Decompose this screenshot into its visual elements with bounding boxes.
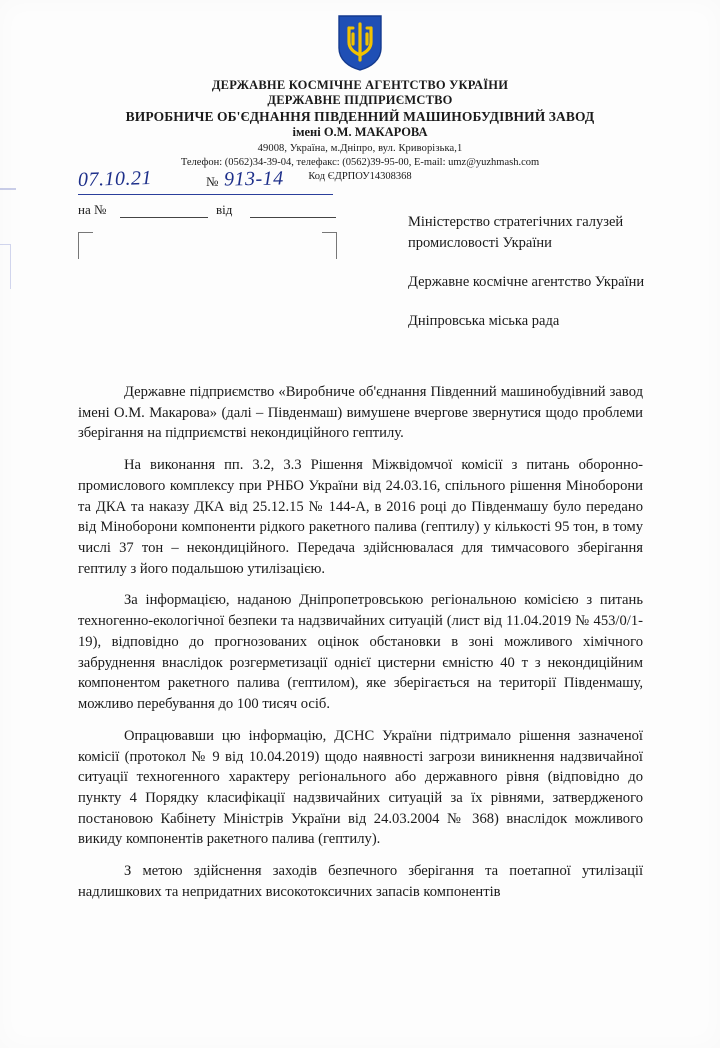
outgoing-number-handwritten: 913-14 [223, 167, 284, 191]
letter-body [78, 382, 643, 903]
letterhead-enterprise-name: ВИРОБНИЧЕ ОБ'ЄДНАННЯ ПІВДЕННИЙ МАШИНОБУДІВНИЙ ЗАВОД [125, 108, 595, 124]
reply-date-line [250, 217, 336, 218]
emblem-container [0, 0, 720, 72]
corner-bracket-left [78, 232, 93, 259]
reference-block [77, 167, 358, 217]
reference-row-outgoing [77, 167, 358, 196]
number-label: № [206, 174, 219, 189]
reference-underline [78, 194, 333, 195]
letterhead-address: 49008, Україна, м.Дніпро, вул. Криворізька,1 [257, 143, 463, 155]
scan-artifact-mark [0, 188, 16, 190]
addressee-space-agency: Державне космічне агентство України [408, 274, 645, 291]
body-paragraph: За інформацією, наданою Дніпропетровською регіональною комісією з питань техногенно-екологічної безпеки та надзвичайних ситуацій (лист від 11.04.2019 № 453/0/1-19), відповідно до прогнозованих оцінок обстановки в зоні можливого хімічного забруднення внаслідок розгерметизації однієї цистерни ємністю 40 т з некондиційним компонентом ракетного палива (гептилом), яке зберігається на території Південмашу, можливо перебування до 100 тисяч осіб. [78, 592, 643, 713]
outgoing-date-handwritten: 07.10.21 [77, 167, 153, 191]
letterhead-agency: ДЕРЖАВНЕ КОСМІЧНЕ АГЕНТСТВО УКРАЇНИ [211, 78, 509, 92]
body-paragraph: Опрацювавши цю інформацію, ДСНС України підтримало рішення зазначеної комісії (протокол № 9 від 10.04.2019) щодо наявності загрози виникнення надзвичайної ситуації техногенного характеру регіонального або державного рівня (відповідно до пункту 4 Порядку класифікації надзвичайних ситуацій за їх рівнями, затвердженого постановою Кабінету Міністрів України від 24.03.2004 № 368) внаслідок можливого викиду компонентів ракетного палива (гептилу). [78, 727, 643, 848]
reply-number-line [120, 217, 208, 218]
addressee-ministry: Міністерство стратегічних галузей промисловості України [408, 214, 624, 252]
reply-date-label: від [216, 202, 233, 217]
letterhead-enterprise-eponym: імені О.М. МАКАРОВА [292, 124, 428, 139]
reply-to-label: на № [78, 202, 107, 217]
body-paragraph: Державне підприємство «Виробниче об'єднання Південний машинобудівний завод імені О.М. Макарова» (далі – Південмаш) вимушене вчергове звернутися щодо проблеми зберігання на підприємстві некондиційного гептилу. [78, 384, 643, 442]
body-paragraph: На виконання пп. 3.2, 3.3 Рішення Міжвідомчої комісії з питань оборонно-промислового комплексу при РНБО України від 24.03.16, спільного рішення Міноборони та ДКА та наказу ДКА від 25.12.15 № 144-А, в 2016 році до Південмашу було передано від Міноборони компоненти рідкого ракетного палива (гептилу) у кількості 95 тон, в тому числі 37 тон – некондиційного. Передача здійснювалася для тимчасового зберігання гептилу з його подальшою утилізацією. [78, 457, 643, 577]
scan-artifact-frame [0, 244, 11, 289]
addressee-city-council: Дніпровська міська рада [408, 313, 560, 330]
letterhead-enterprise-type: ДЕРЖАВНЕ ПІДПРИЄМСТВО [267, 93, 453, 108]
letterhead-phone: Телефон: (0562)34-39-04, телефакс: (0562)39-95-00, E-mail: umz@yuzhmash.com [180, 157, 540, 169]
ukraine-trident-emblem [337, 14, 383, 72]
addressee-block [408, 212, 684, 350]
body-paragraph: З метою здійснення заходів безпечного зберігання та поетапної утилізації надлишкових та непридатних високотоксичних запасів компонентів [78, 863, 643, 900]
letterhead-edrpou-code: Код ЄДРПОУ14308368 [308, 170, 412, 182]
corner-bracket-right [322, 232, 337, 259]
